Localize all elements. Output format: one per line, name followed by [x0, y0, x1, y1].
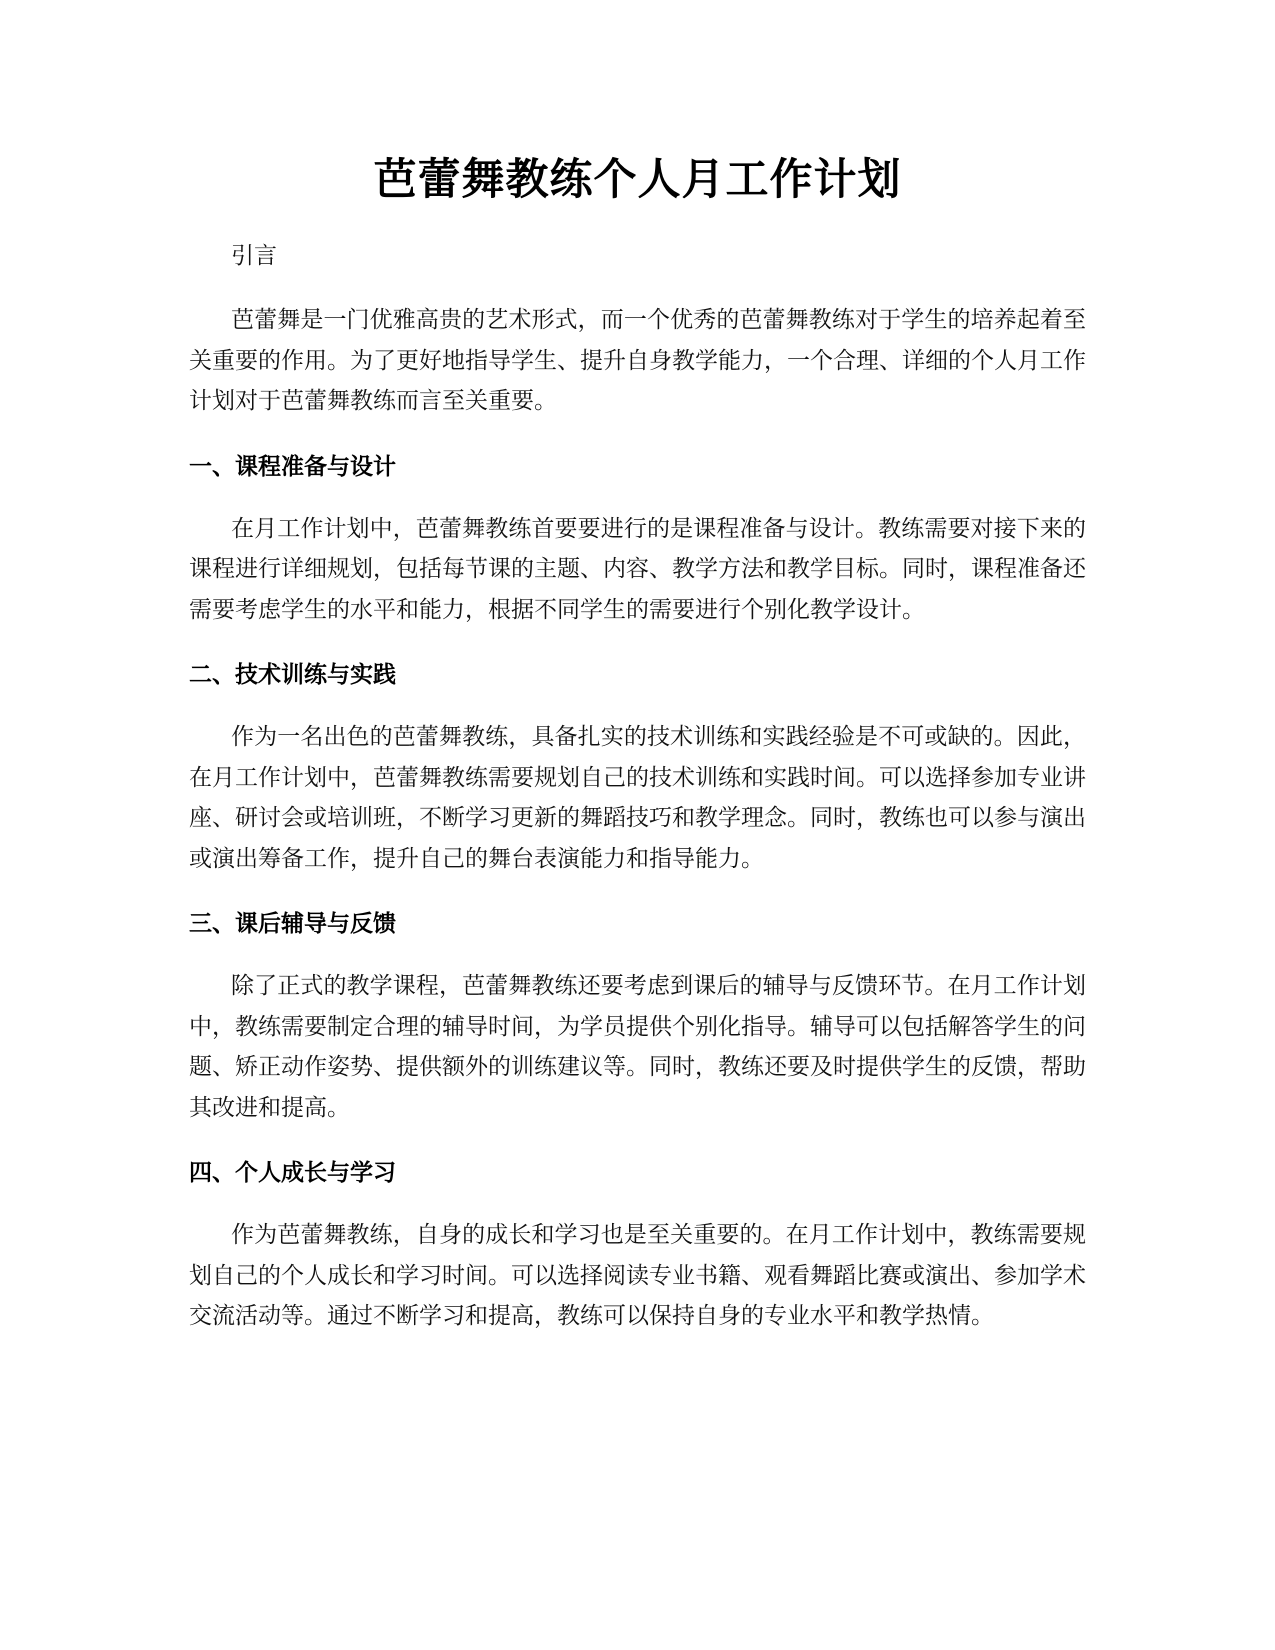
section-heading-4: 四、个人成长与学习 [189, 1160, 396, 1186]
section-heading-2: 二、技术训练与实践 [189, 662, 396, 688]
section-heading-3: 三、课后辅导与反馈 [189, 911, 396, 937]
section-heading-1: 一、课程准备与设计 [189, 453, 396, 480]
intro-label: 引言 [231, 243, 277, 269]
section-paragraph-4: 作为芭蕾舞教练，自身的成长和学习也是至关重要的。在月工作计划中，教练需要规划自己的个人成长和学习时间。可以选择阅读专业书籍、观看舞蹈比赛或演出、参加学术交流活动等。通过不断学习和提高，教练可以保持自身的专业水平和教学热情。 [189, 1222, 1086, 1329]
section-paragraph-3: 除了正式的教学课程，芭蕾舞教练还要考虑到课后的辅导与反馈环节。在月工作计划中，教练需要制定合理的辅导时间，为学员提供个别化指导。辅导可以包括解答学生的问题、矫正动作姿势、提供额外的训练建议等。同时，教练还要及时提供学生的反馈，帮助其改进和提高。 [189, 973, 1086, 1121]
intro-paragraph: 芭蕾舞是一门优雅高贵的艺术形式，而一个优秀的芭蕾舞教练对于学生的培养起着至关重要的作用。为了更好地指导学生、提升自身教学能力，一个合理、详细的个人月工作计划对于芭蕾舞教练而言至关重要。 [189, 307, 1086, 414]
section-paragraph-2: 作为一名出色的芭蕾舞教练，具备扎实的技术训练和实践经验是不可或缺的。因此，在月工作计划中，芭蕾舞教练需要规划自己的技术训练和实践时间。可以选择参加专业讲座、研讨会或培训班，不断学习更新的舞蹈技巧和教学理念。同时，教练也可以参与演出或演出筹备工作，提升自己的舞台表演能力和指导能力。 [189, 724, 1086, 872]
section-paragraph-1: 在月工作计划中，芭蕾舞教练首要要进行的是课程准备与设计。教练需要对接下来的课程进行详细规划，包括每节课的主题、内容、教学方法和教学目标。同时，课程准备还需要考虑学生的水平和能力，根据不同学生的需要进行个别化教学设计。 [189, 515, 1086, 623]
document-title: 芭蕾舞教练个人月工作计划 [373, 155, 902, 205]
document-content [189, 140, 1086, 1337]
